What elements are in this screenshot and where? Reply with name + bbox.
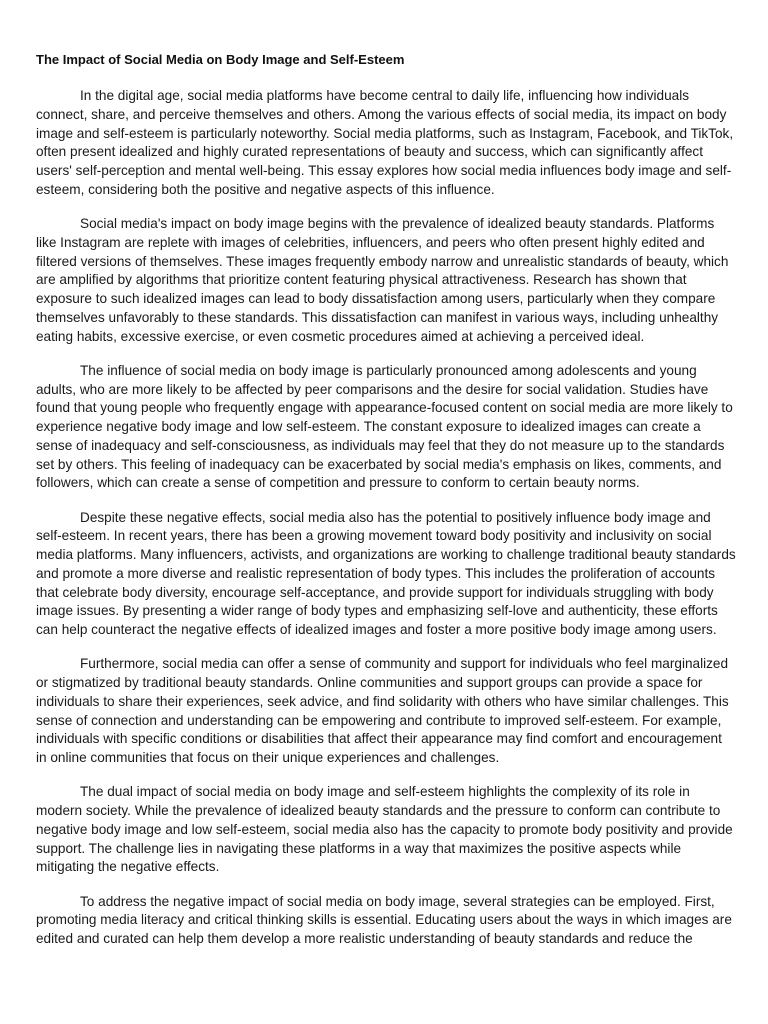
paragraph-positive-influence: Despite these negative effects, social media also has the potential to positively influence body image and self-esteem. In recent years, there has been a growing movement toward body positivity and inclusivity on social media platforms. Many influencers, activists, and organizations are working to challenge traditional beauty standards and promote a more diverse and realistic representation of body types. This includes the proliferation of accounts that celebrate body diversity, encourage self-acceptance, and provide support for individuals struggling with body image issues. By presenting a wider range of body types and emphasizing self-love and authenticity, these efforts can help counteract the negative effects of idealized images and foster a more positive body image among users.: [36, 509, 736, 637]
paragraph-idealized-standards: Social media's impact on body image begins with the prevalence of idealized beauty standards. Platforms like Instagram are replete with images of celebrities, influencers, and peers who often present highly edited and filtered versions of themselves. These images frequently embody narrow and unrealistic standards of beauty, which are amplified by algorithms that prioritize content featuring physical attractiveness. Research has shown that exposure to such idealized images can lead to body dissatisfaction among users, particularly when they compare themselves unfavorably to these standards. This dissatisfaction can manifest in various ways, including unhealthy eating habits, excessive exercise, or even cosmetic procedures aimed at achieving a perceived ideal.: [36, 216, 729, 344]
paragraph-dual-impact: The dual impact of social media on body image and self-esteem highlights the complexity of its role in modern society. While the prevalence of idealized beauty standards and the pressure to conform can contribute to negative body image and low self-esteem, social media also has the capacity to promote body positivity and provide support. The challenge lies in navigating these platforms in a way that maximizes the positive aspects while mitigating the negative effects.: [36, 784, 733, 875]
document-title: The Impact of Social Media on Body Image and Self-Esteem: [36, 52, 405, 67]
paragraph-intro: In the digital age, social media platforms have become central to daily life, influencing how individuals connect, share, and perceive themselves and others. Among the various effects of social media, its impact on body image and self-esteem is particularly noteworthy. Social media platforms, such as Instagram, Facebook, and TikTok, often present idealized and highly curated representations of beauty and success, which can significantly affect users' self-perception and mental well-being. This essay explores how social media influences body image and self-esteem, considering both the positive and negative aspects of this influence.: [36, 88, 734, 197]
document-page: [36, 50, 736, 964]
paragraph-adolescents: The influence of social media on body image is particularly pronounced among adolescents and young adults, who are more likely to be affected by peer comparisons and the desire for social validation. Studies have found that young people who frequently engage with appearance-focused content on social media are more likely to experience negative body image and low self-esteem. The constant exposure to idealized images can create a sense of inadequacy and self-consciousness, as individuals may feel that they do not measure up to the standards set by others. This feeling of inadequacy can be exacerbated by social media's emphasis on likes, comments, and followers, which can create a sense of competition and pressure to conform to certain beauty norms.: [36, 362, 733, 491]
paragraph-community-support: Furthermore, social media can offer a sense of community and support for individuals who feel marginalized or stigmatized by traditional beauty standards. Online communities and support groups can provide a space for individuals to share their experiences, seek advice, and find solidarity with others who have similar challenges. This sense of connection and understanding can be empowering and contribute to improved self-esteem. For example, individuals with specific conditions or disabilities that affect their appearance may find comfort and encouragement in online communities that focus on their unique experiences and challenges.: [36, 656, 729, 765]
paragraph-strategies: To address the negative impact of social media on body image, several strategies can be employed. First, promoting media literacy and critical thinking skills is essential. Educating users about the ways in which images are edited and curated can help them develop a more realistic understanding of beauty standards and reduce the: [36, 893, 732, 946]
